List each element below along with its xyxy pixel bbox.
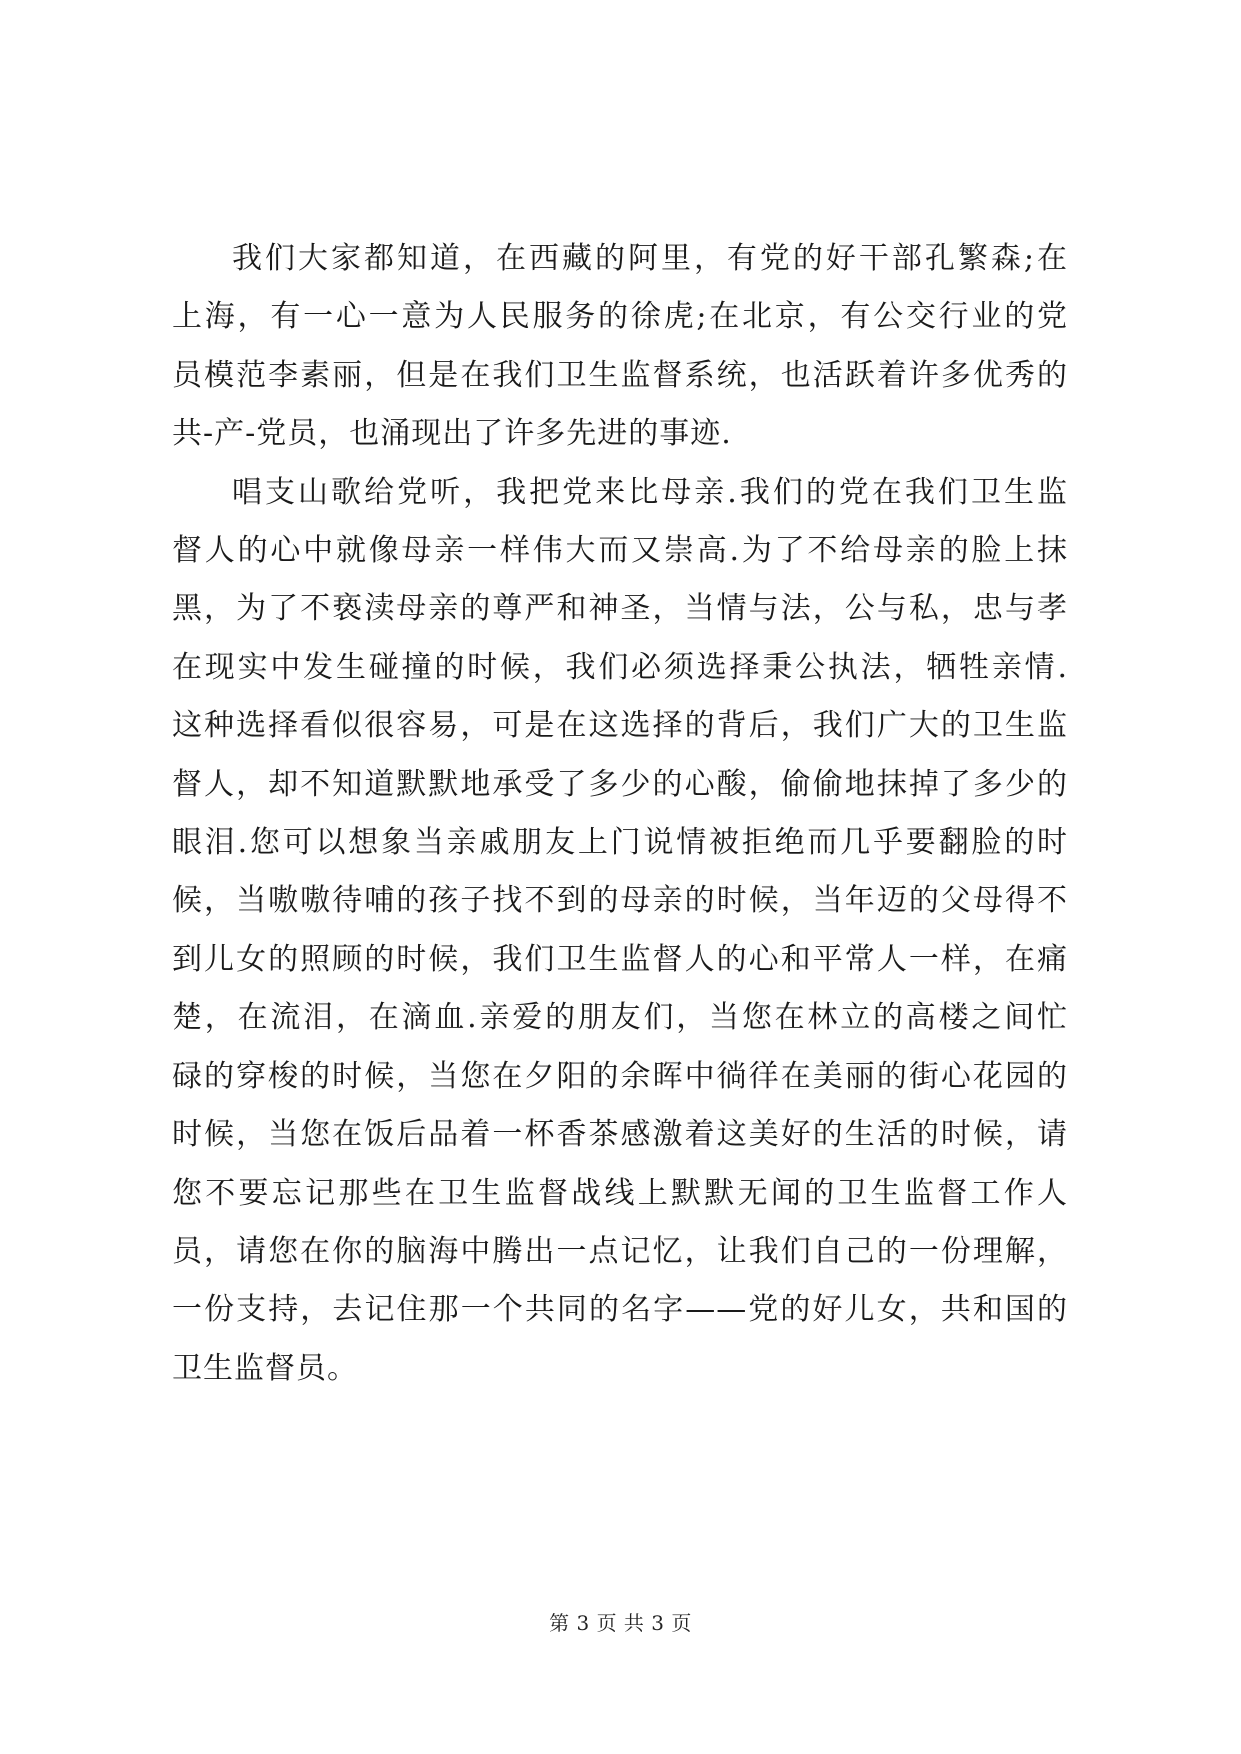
text-line: 楚，在流泪，在滴血.亲爱的朋友们，当您在林立的高楼之间忙 <box>172 1000 1068 1036</box>
text-line: 一份支持，去记住那一个共同的名字——党的好儿女，共和国的 <box>172 1292 1068 1328</box>
text-line: 到儿女的照顾的时候，我们卫生监督人的心和平常人一样，在痛 <box>172 941 1068 977</box>
text-line: 督人，却不知道默默地承受了多少的心酸，偷偷地抹掉了多少的 <box>172 766 1068 802</box>
text-line: 唱支山歌给党听，我把党来比母亲.我们的党在我们卫生监 <box>232 474 1068 510</box>
paragraph-2 <box>172 464 1068 1399</box>
paragraph-1 <box>172 230 1068 464</box>
text-line: 员模范李素丽，但是在我们卫生监督系统，也活跃着许多优秀的 <box>172 357 1068 393</box>
text-line: 时候，当您在饭后品着一杯香茶感激着这美好的生活的时候，请 <box>172 1117 1068 1153</box>
page-number-footer: 第 3 页 共 3 页 <box>549 1611 692 1635</box>
text-line: 共-产-党员，也涌现出了许多先进的事迹. <box>172 416 732 452</box>
text-line: 在现实中发生碰撞的时候，我们必须选择秉公执法，牺牲亲情. <box>172 649 1068 685</box>
text-line: 您不要忘记那些在卫生监督战线上默默无闻的卫生监督工作人 <box>172 1175 1068 1211</box>
text-line: 候，当嗷嗷待哺的孩子找不到的母亲的时候，当年迈的父母得不 <box>172 883 1068 919</box>
document-body <box>172 230 1068 1398</box>
text-line: 员，请您在你的脑海中腾出一点记忆，让我们自己的一份理解， <box>172 1233 1068 1269</box>
text-line: 碌的穿梭的时候，当您在夕阳的余晖中徜徉在美丽的街心花园的 <box>172 1058 1068 1094</box>
text-line: 卫生监督员。 <box>172 1350 358 1386</box>
text-line: 黑，为了不亵渎母亲的尊严和神圣，当情与法，公与私，忠与孝 <box>172 591 1068 627</box>
text-line: 我们大家都知道，在西藏的阿里，有党的好干部孔繁森;在 <box>232 241 1068 276</box>
text-line: 这种选择看似很容易，可是在这选择的背后，我们广大的卫生监 <box>172 708 1068 744</box>
text-line: 督人的心中就像母亲一样伟大而又崇高.为了不给母亲的脸上抹 <box>172 533 1068 569</box>
text-line: 上海，有一心一意为人民服务的徐虎;在北京，有公交行业的党 <box>172 299 1068 335</box>
text-line: 眼泪.您可以想象当亲戚朋友上门说情被拒绝而几乎要翻脸的时 <box>172 825 1068 861</box>
